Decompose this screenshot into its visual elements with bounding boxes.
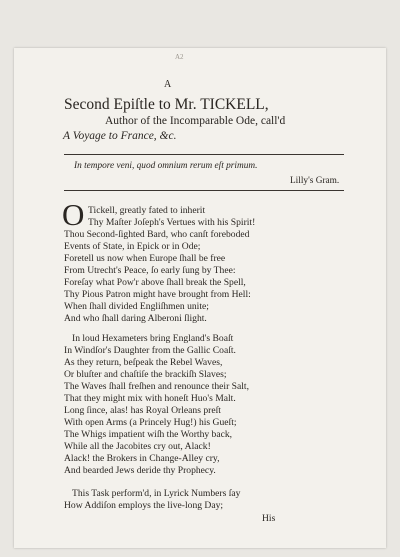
verse-line: While all the Jacobites cry out, Alack! (64, 441, 211, 452)
verse-line: How Addiſon employs the live-long Day; (64, 500, 224, 511)
verse-line: From Utrecht's Peace, ſo early ſung by Thee: (64, 265, 236, 276)
verse-line: The Whigs impatient wiſh the Worthy back, (64, 429, 233, 440)
verse-line: As they return, beſpeak the Rebel Waves, (64, 357, 223, 368)
verse-line: In loud Hexameters bring England's Boaſt (72, 333, 234, 344)
subtitle-line-1: Author of the Incomparable Ode, call'd (105, 115, 286, 127)
verse-line: In Windſor's Daughter from the Gallic Coaſt. (64, 345, 236, 356)
top-rule (64, 154, 344, 155)
catchword: His (262, 513, 276, 524)
verse-line: Thou Second-ſighted Bard, who canſt foreboded (64, 229, 250, 240)
verse-line: Long ſince, alas! has Royal Orleans preſt (64, 405, 221, 416)
page-signature: A2 (175, 53, 184, 61)
subtitle-line-2: A Voyage to France, &c. (63, 130, 177, 142)
verse-line: Alack! the Brokers in Change-Alley cry, (64, 453, 220, 464)
verse-line: Thy Pious Patron might have brought from Hell: (64, 289, 251, 300)
verse-line: Foreſay what Pow'r above ſhall break the Spell, (64, 277, 246, 288)
verse-line: With open Arms (a Princely Hug!) his Gueſt; (64, 417, 237, 428)
motto-source: Lilly's Gram. (290, 176, 340, 186)
verse-line: That they might mix with honeſt Huo's Malt. (64, 393, 236, 404)
drop-cap: O (62, 197, 85, 232)
verse-line: This Task perform'd, in Lyrick Numbers ſay (72, 488, 241, 499)
verse-line: Or bluſter and chaſtiſe the brackiſh Slaves; (64, 369, 227, 380)
heading-letter: A (164, 79, 173, 90)
verse-line: When ſhall divided Engliſhmen unite; (64, 301, 209, 312)
verse-line: And who ſhall daring Alberoni ſlight. (64, 313, 207, 324)
verse-line: Foretell us now when Europe ſhall be free (64, 253, 226, 264)
bottom-rule (64, 190, 344, 191)
verse-line: Tickell, greatly fated to inherit (88, 205, 206, 216)
verse-line: The Waves ſhall freſhen and renounce their Salt, (64, 381, 249, 392)
motto: In tempore veni, quod omnium rerum eſt primum. (74, 161, 258, 171)
verse-line: Events of State, in Epick or in Ode; (64, 241, 201, 252)
verse-line: And bearded Jews deride thy Prophecy. (64, 465, 216, 476)
verse-line: Thy Maſter Joſeph's Vertues with his Spirit! (88, 217, 256, 228)
page-title: Second Epiſtle to Mr. TICKELL, (64, 96, 269, 113)
